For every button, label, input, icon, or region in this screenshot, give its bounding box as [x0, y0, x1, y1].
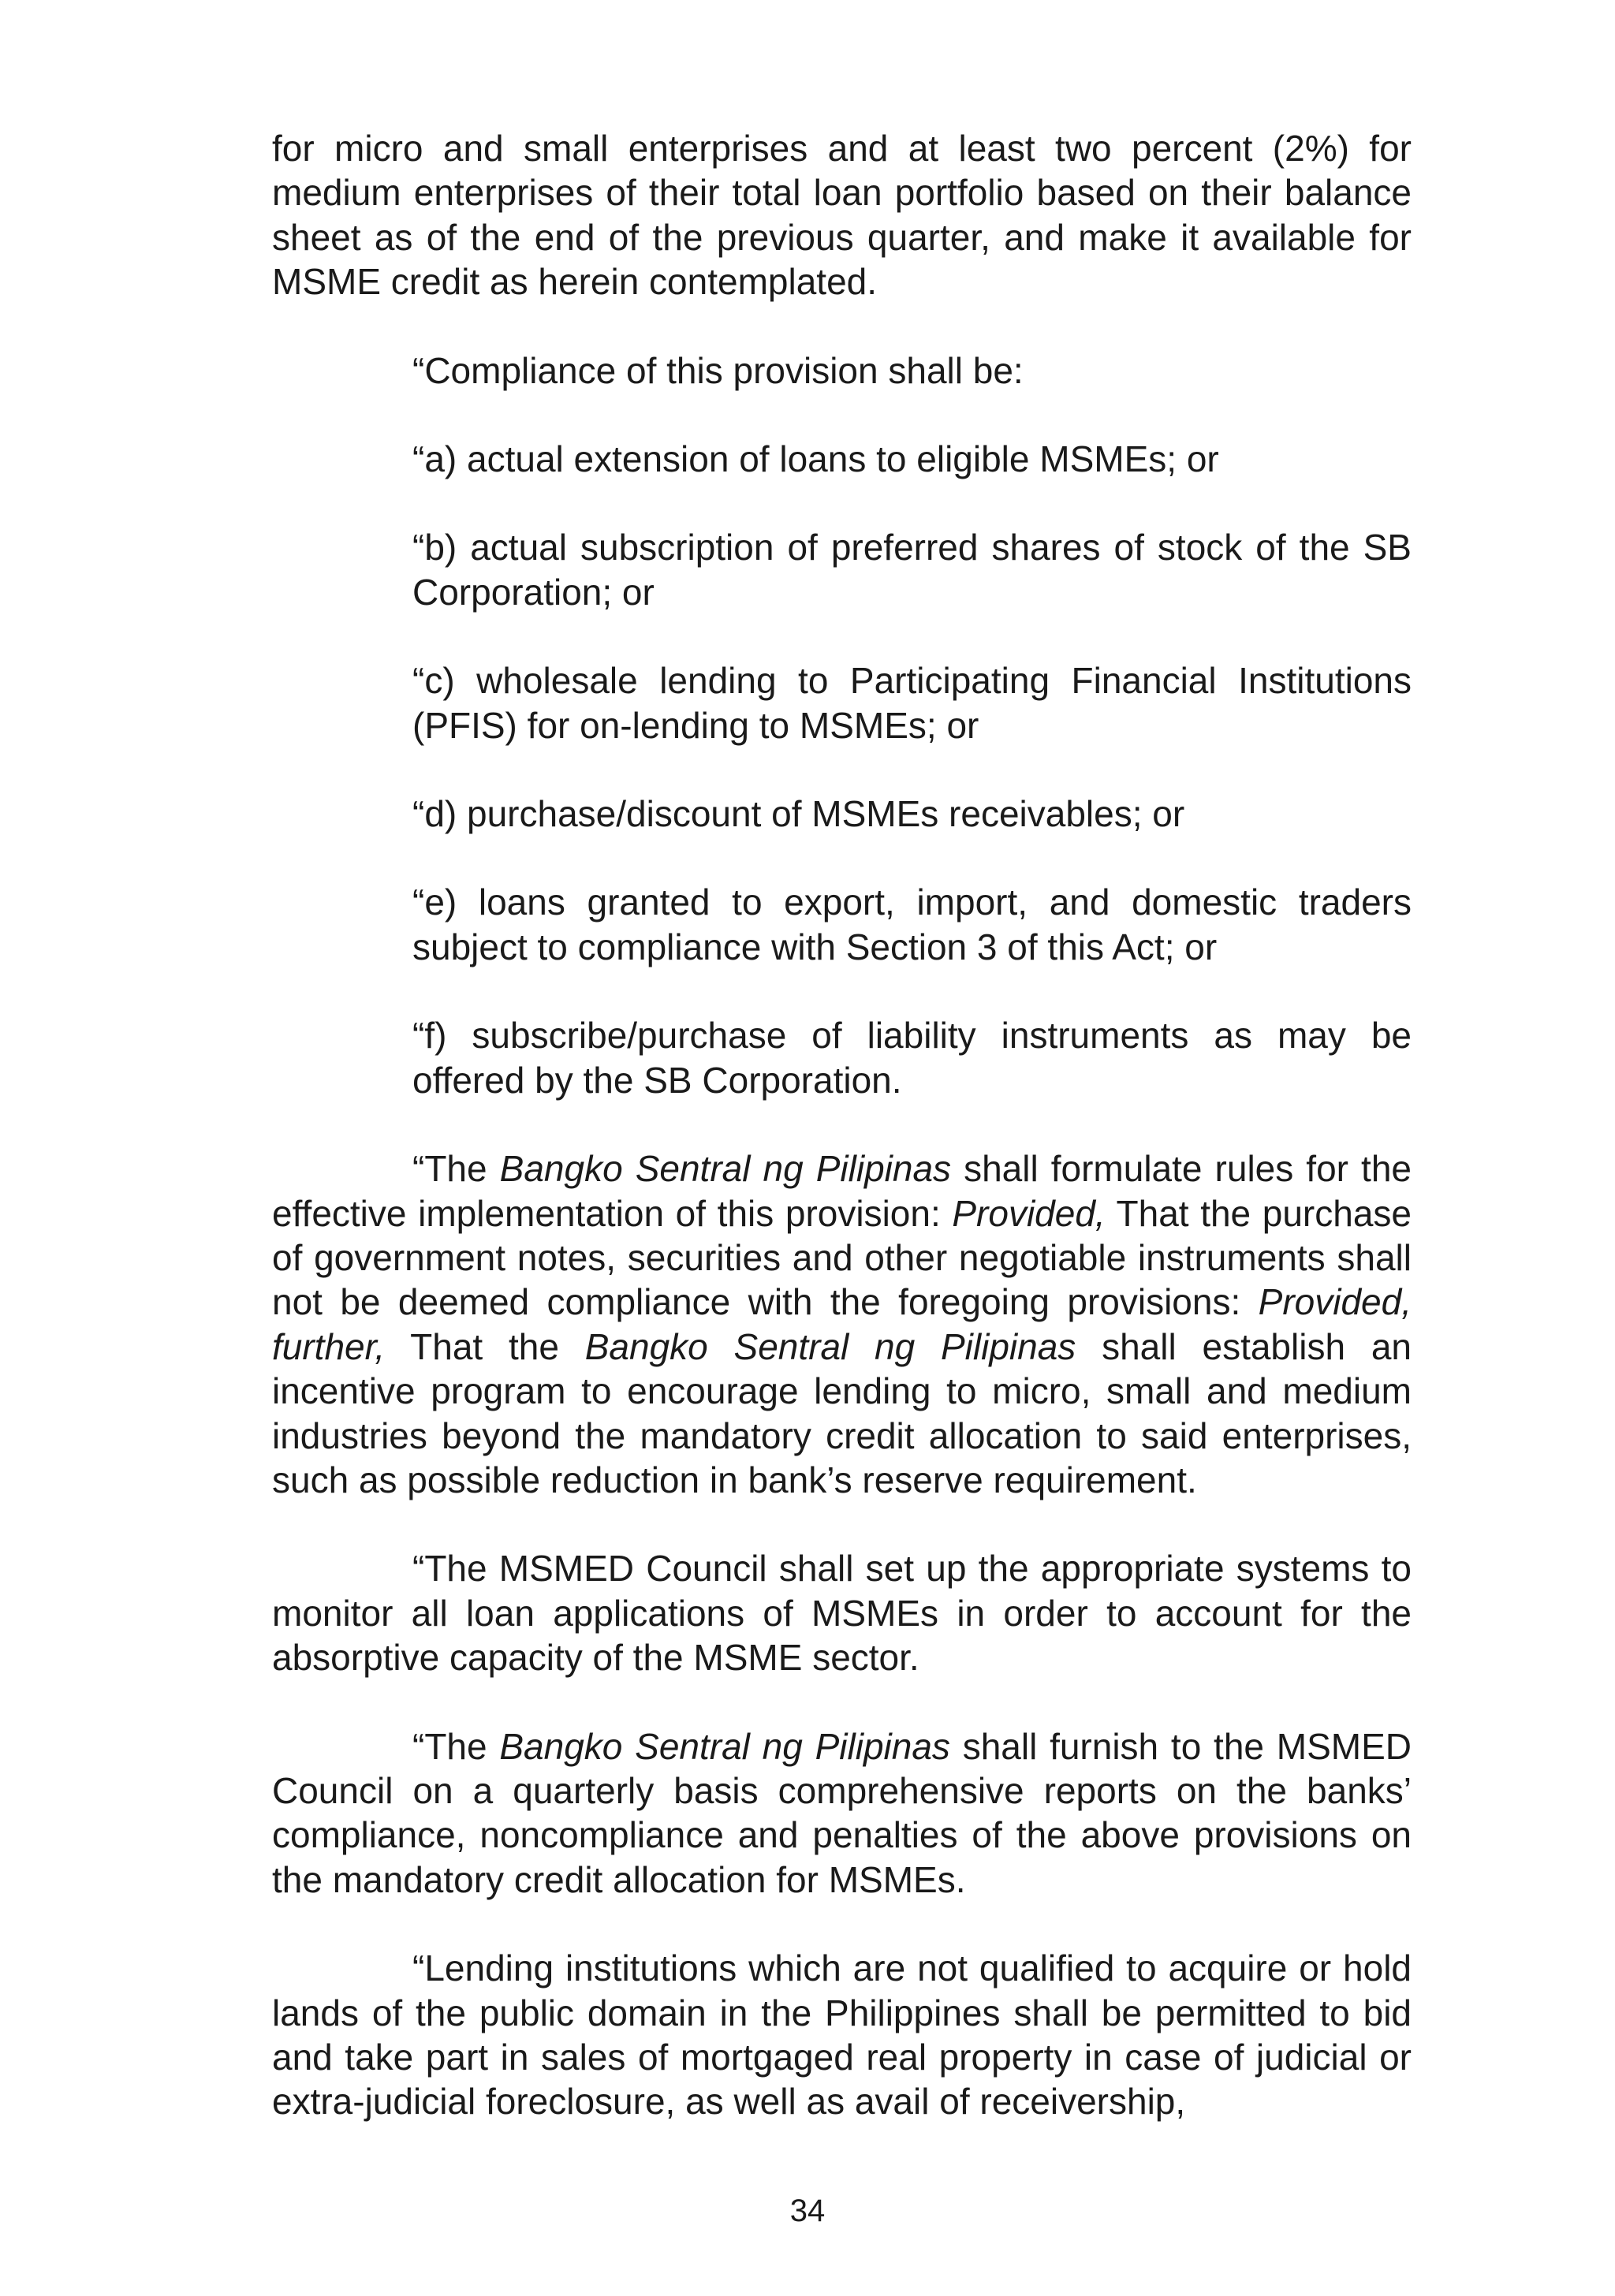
list-item-e: “e) loans granted to export, import, and domestic traders subject to compliance with Section 3 of this Act; or: [412, 882, 1412, 967]
paragraph-bsp-reports: “The Bangko Sentral ng Pilipinas shall furnish to the MSMED Council on a quarterly basis comprehensive reports on the banks’ compliance, noncompliance and penalties of the above provisions on the mandatory credit allocation for MSMEs.: [272, 1725, 1412, 1900]
list-item-b: “b) actual subscription of preferred shares of stock of the SB Corporation; or: [412, 527, 1412, 613]
paragraph-bsp-rules: “The Bangko Sentral ng Pilipinas shall formulate rules for the effective implementation of this provision: Provided, That the purchase of government notes, securities and other negotiable instruments shall not be deemed compliance with the foregoing provisions: Provided, further, That the Bangko Sentral ng Pilipinas shall establish an incentive program to encourage lending to micro, small and medium industries beyond the mandatory credit allocation to said enterprises, such as possible reduction in bank’s reserve requirement.: [272, 1148, 1412, 1500]
paragraph-compliance-intro: “Compliance of this provision shall be:: [412, 349, 1024, 391]
page-number: 34: [789, 2194, 826, 2228]
list-item-f: “f) subscribe/purchase of liability instruments as may be offered by the SB Corporation.: [412, 1015, 1412, 1101]
paragraph-msmed-council: “The MSMED Council shall set up the appropriate systems to monitor all loan applications of MSMEs in order to account for the absorptive capacity of the MSME sector.: [272, 1548, 1412, 1679]
paragraph-continuation: for micro and small enterprises and at least two percent (2%) for medium enterprises of their total loan portfolio based on their balance sheet as of the end of the previous quarter, and make it available for MSME credit as herein contemplated.: [272, 128, 1412, 303]
document-body: [272, 126, 1412, 2124]
list-item-d: “d) purchase/discount of MSMEs receivables; or: [412, 793, 1185, 835]
paragraph-lending-institutions: “Lending institutions which are not qualified to acquire or hold lands of the public domain in the Philippines shall be permitted to bid and take part in sales of mortgaged real property in case of judicial or extra-judicial foreclosure, as well as avail of receivership,: [272, 1948, 1412, 2123]
list-item-c: “c) wholesale lending to Participating Financial Institutions (PFIS) for on-lending to MSMEs; or: [412, 660, 1412, 746]
list-item-a: “a) actual extension of loans to eligible MSMEs; or: [412, 438, 1219, 480]
